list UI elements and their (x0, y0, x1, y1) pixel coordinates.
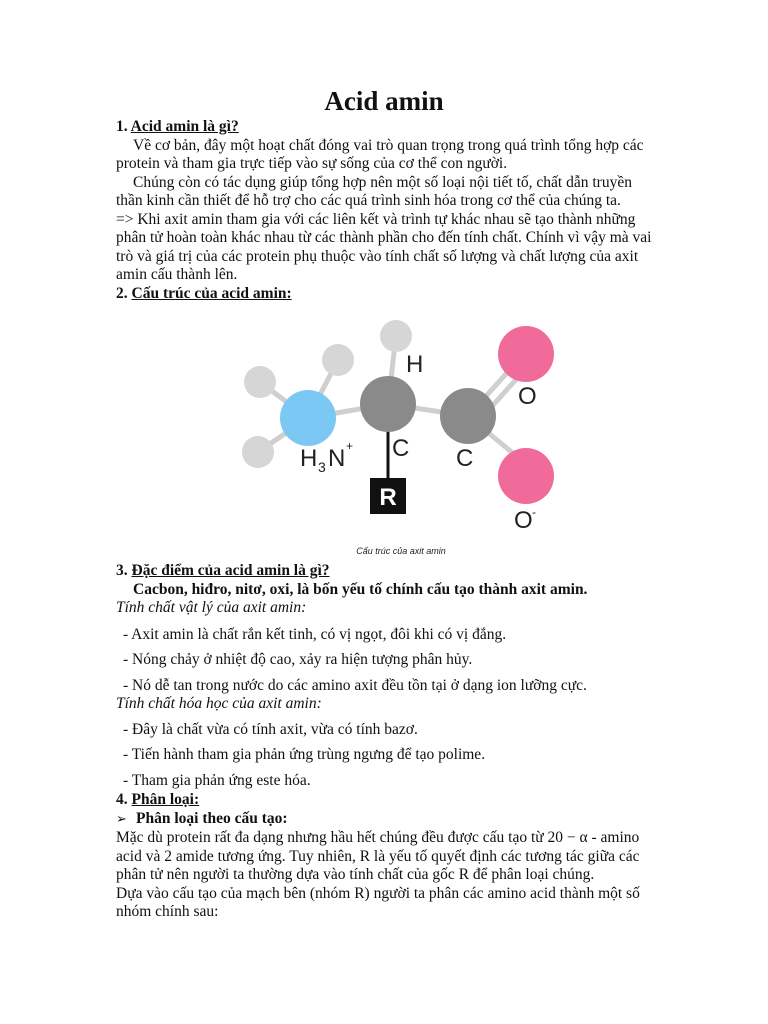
section-1-paragraph-1: Về cơ bản, đây một hoạt chất đóng vai trò quan trọng trong quá trình tổng hợp các protein và tham gia trực tiếp vào sự sống của cơ thể con người. (116, 136, 644, 172)
document-title: Acid amin (324, 86, 444, 116)
hydrogen-atom-4 (380, 320, 412, 352)
physical-property-2: - Nóng chảy ở nhiệt độ cao, xảy ra hiện tượng phân hủy. (123, 651, 473, 668)
chemical-property-1: - Đây là chất vừa có tính axit, vừa có tính bazơ. (123, 720, 418, 738)
label-o-1: O (518, 383, 537, 410)
section-3-number: 3. (116, 562, 128, 579)
section-2-heading (116, 285, 656, 304)
section-3-bold-line: Cacbon, hiđro, nitơ, oxi, là bốn yếu tố chính cấu tạo thành axit amin. (133, 580, 588, 598)
section-1-paragraph-3: => Khi axit amin tham gia với các liên kết và trình tự khác nhau sẽ tạo thành những phân tử hoàn toàn khác nhau từ các thành phần cho đến tính chất. Chính vì vậy mà vai trò và giá trị của các protein phụ thuộc vào tính chất số lượng và chất lượng của axit amin cấu thành lên. (116, 210, 652, 283)
section-2-number: 2. (116, 284, 128, 302)
label-c-alpha: C (392, 435, 410, 462)
label-h3n-subscript: 3 (318, 459, 326, 475)
carbon-atom-carboxyl (440, 388, 496, 444)
hydrogen-atom-3 (242, 436, 274, 468)
label-h: H (406, 351, 424, 378)
chemical-property-3: - Tham gia phản ứng este hóa. (123, 771, 311, 789)
oxygen-atom-1 (498, 326, 554, 382)
chemical-properties-title: Tính chất hóa học của axit amin: (116, 695, 322, 712)
label-h3n-charge: + (346, 439, 354, 453)
section-4-subheading (116, 810, 656, 830)
section-4-paragraph-2: Dựa vào cấu tạo của mạch bên (nhóm R) người ta phân các amino acid thành một số nhóm chính sau: (116, 884, 640, 920)
section-2-title: Cấu trúc của acid amin: (131, 284, 292, 302)
hydrogen-atom-1 (244, 366, 276, 398)
section-4-paragraph-1: Mặc dù protein rất đa dạng nhưng hầu hết chúng đều được cấu tạo từ 20 − α - amino acid và 2 amide tương ứng. Tuy nhiên, R là yếu tố quyết định các tương tác giữa các phân tử nên người ta thường dựa vào tính chất của gốc R để phân loại chúng. (116, 829, 640, 883)
carbon-atom-alpha (360, 376, 416, 432)
section-3-title: Đặc điểm của acid amin là gì? (131, 562, 330, 579)
label-c-carboxyl: C (456, 445, 474, 472)
section-4-subheading-text: Phân loại theo cấu tạo: (136, 809, 288, 827)
section-1 (116, 118, 656, 303)
amino-acid-structure-diagram (236, 318, 626, 548)
section-1-number: 1. (116, 118, 128, 135)
label-h3n-h: H (300, 445, 318, 472)
section-4-number: 4. (116, 791, 128, 808)
figure-caption: Cấu trúc của axit amin (356, 546, 446, 556)
label-o-2-charge: - (532, 505, 536, 519)
oxygen-atom-2 (498, 448, 554, 504)
physical-property-1: - Axit amin là chất rắn kết tinh, có vị ngọt, đôi khi có vị đắng. (123, 625, 507, 643)
section-1-heading (116, 118, 656, 137)
label-h3n-n: N (328, 445, 346, 472)
section-1-paragraph-2: Chúng còn có tác dụng giúp tổng hợp nên một số loại nội tiết tố, chất dẫn truyền thần kinh cần thiết để hỗ trợ cho các quá trình sinh hóa trong cơ thể của chúng ta. (116, 173, 632, 209)
nitrogen-atom (280, 390, 336, 446)
physical-properties-title: Tính chất vật lý của axit amin: (116, 599, 307, 616)
section-4-heading (116, 791, 656, 810)
section-1-title: Acid amin là gì? (130, 118, 239, 135)
label-o-2: O (514, 507, 533, 534)
arrow-bullet-icon: ➢ (116, 811, 127, 827)
section-4-title: Phân loại: (131, 791, 200, 808)
hydrogen-atom-2 (322, 344, 354, 376)
section-3-heading (116, 562, 656, 581)
r-group-label: R (379, 484, 397, 511)
chemical-property-2: - Tiến hành tham gia phản ứng trùng ngưng để tạo polime. (123, 746, 486, 763)
section-3 (116, 562, 656, 922)
physical-property-3: - Nó dễ tan trong nước do các amino axit đều tồn tại ở dạng ion lưỡng cực. (123, 676, 587, 694)
